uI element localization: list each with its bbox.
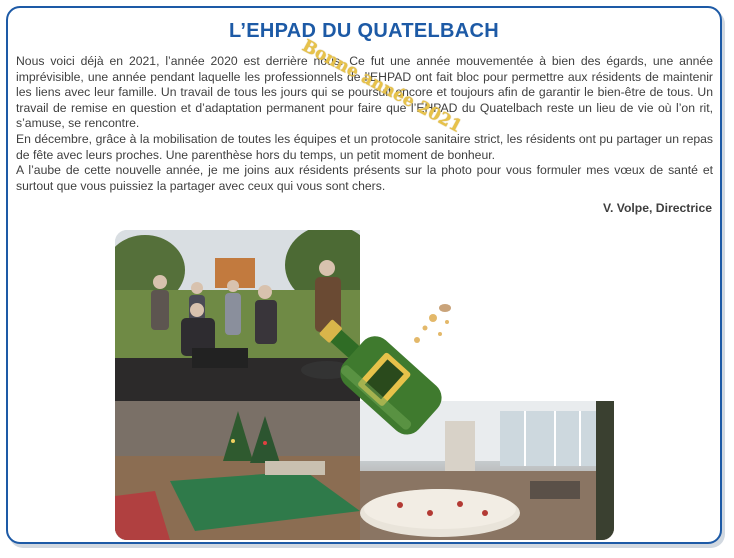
paragraph-3: A l’aube de cette nouvelle année, je me joins aux résidents présents sur la photo pour vous formuler mes vœux de santé et surtout que vous puissiez la partager avec ceux qui vous sont chers. [16, 163, 713, 193]
article-title: L’EHPAD DU QUATELBACH [228, 20, 499, 42]
signature: V. Volpe, Directrice [602, 201, 712, 215]
paragraph-2: En décembre, grâce à la mobilisation de toutes les équipes et un protocole sanitaire strict, les résidents ont pu partager un repas de fête avec leurs proches. Une parenthèse hors du temps, un petit moment de bonheur. [16, 131, 713, 162]
paragraph-1: Nous voici déjà en 2021, l’année 2020 est derrière nous. Ce fut une année mouvementée à bien des égards, une année imprévisible, une année pendant laquelle les professionnels de l’EHPAD ont fait bloc pour permettre aux résidents de maintenir les liens avec leur famille. Un travail de tous les jours qui se poursuit encore et toujours afin de garantir le bien-être de tous. Un travail de remise en question et d’adaptation permanent pour faire que l’EHPAD du Quatelbach reste un lieu de vie où l’on rit, s’amuse, se rencontre. [16, 54, 713, 131]
article-frame [6, 6, 722, 544]
champagne-bottle-icon [315, 300, 465, 440]
photo-collage [115, 230, 614, 540]
greeting-text: Bonne année 2021 [298, 36, 465, 138]
